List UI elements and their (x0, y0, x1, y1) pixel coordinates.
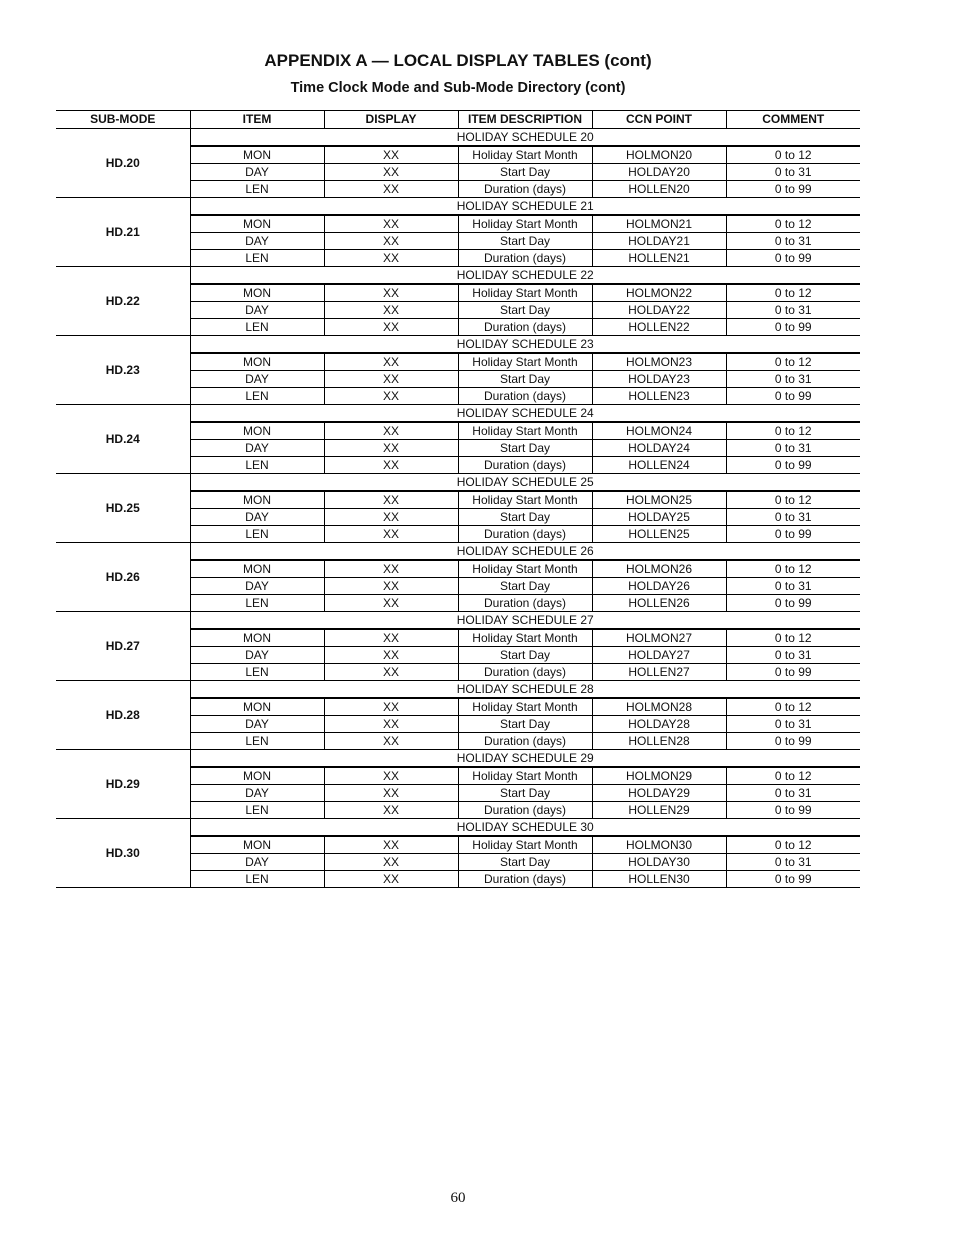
submode-cell: HD.20 (56, 129, 190, 198)
page-subtitle: Time Clock Mode and Sub-Mode Directory (cont) (290, 80, 626, 96)
comment-cell: 0 to 12 (726, 491, 860, 509)
display-cell: XX (324, 560, 458, 578)
ccn-point-cell: HOLMON22 (592, 284, 726, 302)
item-description-cell: Holiday Start Month (458, 560, 592, 578)
item-description-cell: Duration (days) (458, 457, 592, 474)
comment-cell: 0 to 12 (726, 836, 860, 854)
ccn-point-cell: HOLLEN25 (592, 526, 726, 543)
item-description-cell: Start Day (458, 302, 592, 319)
item-description-cell: Duration (days) (458, 733, 592, 750)
item-description-cell: Holiday Start Month (458, 146, 592, 164)
schedule-header-row (56, 336, 860, 354)
display-cell: XX (324, 181, 458, 198)
item-cell: DAY (190, 647, 324, 664)
comment-cell: 0 to 99 (726, 181, 860, 198)
display-cell: XX (324, 595, 458, 612)
comment-cell: 0 to 31 (726, 371, 860, 388)
display-cell: XX (324, 854, 458, 871)
display-cell: XX (324, 319, 458, 336)
ccn-point-cell: HOLDAY21 (592, 233, 726, 250)
item-cell: MON (190, 215, 324, 233)
comment-cell: 0 to 31 (726, 509, 860, 526)
comment-cell: 0 to 99 (726, 871, 860, 888)
submode-cell: HD.23 (56, 336, 190, 405)
submode-cell: HD.29 (56, 750, 190, 819)
item-cell: LEN (190, 526, 324, 543)
display-cell: XX (324, 146, 458, 164)
display-cell: XX (324, 526, 458, 543)
ccn-point-cell: HOLDAY20 (592, 164, 726, 181)
item-cell: DAY (190, 440, 324, 457)
item-description-cell: Start Day (458, 716, 592, 733)
ccn-point-cell: HOLMON26 (592, 560, 726, 578)
display-cell: XX (324, 716, 458, 733)
col-header-ccn-point: CCN POINT (592, 111, 726, 129)
item-description-cell: Holiday Start Month (458, 836, 592, 854)
ccn-point-cell: HOLLEN23 (592, 388, 726, 405)
col-header-comment: COMMENT (726, 111, 860, 129)
item-cell: LEN (190, 664, 324, 681)
display-cell: XX (324, 491, 458, 509)
display-cell: XX (324, 578, 458, 595)
item-cell: MON (190, 146, 324, 164)
comment-cell: 0 to 99 (726, 388, 860, 405)
comment-cell: 0 to 99 (726, 733, 860, 750)
schedule-title-cell: HOLIDAY SCHEDULE 29 (190, 750, 860, 768)
item-cell: MON (190, 767, 324, 785)
ccn-point-cell: HOLLEN21 (592, 250, 726, 267)
item-cell: DAY (190, 716, 324, 733)
ccn-point-cell: HOLMON20 (592, 146, 726, 164)
ccn-point-cell: HOLDAY25 (592, 509, 726, 526)
display-cell: XX (324, 215, 458, 233)
comment-cell: 0 to 99 (726, 457, 860, 474)
item-cell: LEN (190, 250, 324, 267)
ccn-point-cell: HOLMON21 (592, 215, 726, 233)
schedule-header-row (56, 198, 860, 216)
item-description-cell: Duration (days) (458, 595, 592, 612)
item-description-cell: Start Day (458, 233, 592, 250)
schedule-header-row (56, 612, 860, 630)
schedule-header-row (56, 819, 860, 837)
schedule-title-cell: HOLIDAY SCHEDULE 25 (190, 474, 860, 492)
submode-directory-table (56, 110, 860, 888)
item-cell: LEN (190, 319, 324, 336)
item-cell: MON (190, 629, 324, 647)
submode-cell: HD.30 (56, 819, 190, 888)
comment-cell: 0 to 31 (726, 785, 860, 802)
item-description-cell: Holiday Start Month (458, 767, 592, 785)
schedule-header-row (56, 405, 860, 423)
schedule-header-row (56, 750, 860, 768)
comment-cell: 0 to 12 (726, 284, 860, 302)
ccn-point-cell: HOLLEN22 (592, 319, 726, 336)
display-cell: XX (324, 164, 458, 181)
ccn-point-cell: HOLMON28 (592, 698, 726, 716)
header-row (56, 111, 860, 129)
item-cell: MON (190, 836, 324, 854)
schedule-title-cell: HOLIDAY SCHEDULE 24 (190, 405, 860, 423)
ccn-point-cell: HOLMON23 (592, 353, 726, 371)
display-cell: XX (324, 785, 458, 802)
display-cell: XX (324, 698, 458, 716)
schedule-header-row (56, 267, 860, 285)
item-description-cell: Start Day (458, 440, 592, 457)
display-cell: XX (324, 457, 458, 474)
item-description-cell: Holiday Start Month (458, 353, 592, 371)
item-description-cell: Start Day (458, 785, 592, 802)
item-description-cell: Duration (days) (458, 802, 592, 819)
item-cell: DAY (190, 578, 324, 595)
schedule-title-cell: HOLIDAY SCHEDULE 30 (190, 819, 860, 837)
display-cell: XX (324, 836, 458, 854)
submode-cell: HD.21 (56, 198, 190, 267)
ccn-point-cell: HOLDAY26 (592, 578, 726, 595)
item-cell: LEN (190, 388, 324, 405)
ccn-point-cell: HOLLEN24 (592, 457, 726, 474)
submode-cell: HD.25 (56, 474, 190, 543)
item-description-cell: Holiday Start Month (458, 215, 592, 233)
page-title: APPENDIX A — LOCAL DISPLAY TABLES (cont) (264, 51, 652, 70)
ccn-point-cell: HOLMON24 (592, 422, 726, 440)
comment-cell: 0 to 12 (726, 767, 860, 785)
schedule-title-cell: HOLIDAY SCHEDULE 27 (190, 612, 860, 630)
item-description-cell: Holiday Start Month (458, 284, 592, 302)
ccn-point-cell: HOLMON30 (592, 836, 726, 854)
ccn-point-cell: HOLMON25 (592, 491, 726, 509)
item-description-cell: Holiday Start Month (458, 422, 592, 440)
item-cell: LEN (190, 871, 324, 888)
ccn-point-cell: HOLMON29 (592, 767, 726, 785)
item-cell: MON (190, 353, 324, 371)
item-cell: DAY (190, 854, 324, 871)
ccn-point-cell: HOLDAY29 (592, 785, 726, 802)
item-description-cell: Start Day (458, 647, 592, 664)
comment-cell: 0 to 31 (726, 440, 860, 457)
item-cell: DAY (190, 302, 324, 319)
item-description-cell: Holiday Start Month (458, 698, 592, 716)
submode-cell: HD.24 (56, 405, 190, 474)
ccn-point-cell: HOLLEN20 (592, 181, 726, 198)
item-description-cell: Start Day (458, 578, 592, 595)
comment-cell: 0 to 99 (726, 802, 860, 819)
item-description-cell: Duration (days) (458, 526, 592, 543)
display-cell: XX (324, 353, 458, 371)
display-cell: XX (324, 422, 458, 440)
item-cell: DAY (190, 371, 324, 388)
ccn-point-cell: HOLDAY22 (592, 302, 726, 319)
col-header-item-description: ITEM DESCRIPTION (458, 111, 592, 129)
schedule-title-cell: HOLIDAY SCHEDULE 26 (190, 543, 860, 561)
item-cell: DAY (190, 164, 324, 181)
item-cell: LEN (190, 802, 324, 819)
schedule-header-row (56, 474, 860, 492)
schedule-header-row (56, 129, 860, 147)
ccn-point-cell: HOLDAY27 (592, 647, 726, 664)
item-cell: MON (190, 284, 324, 302)
comment-cell: 0 to 99 (726, 595, 860, 612)
comment-cell: 0 to 31 (726, 578, 860, 595)
item-cell: LEN (190, 181, 324, 198)
display-cell: XX (324, 647, 458, 664)
display-cell: XX (324, 440, 458, 457)
col-header-item: ITEM (190, 111, 324, 129)
col-header-display: DISPLAY (324, 111, 458, 129)
item-cell: MON (190, 422, 324, 440)
comment-cell: 0 to 99 (726, 526, 860, 543)
display-cell: XX (324, 233, 458, 250)
comment-cell: 0 to 31 (726, 302, 860, 319)
ccn-point-cell: HOLDAY23 (592, 371, 726, 388)
comment-cell: 0 to 12 (726, 560, 860, 578)
comment-cell: 0 to 12 (726, 353, 860, 371)
ccn-point-cell: HOLLEN27 (592, 664, 726, 681)
item-description-cell: Holiday Start Month (458, 491, 592, 509)
display-cell: XX (324, 388, 458, 405)
comment-cell: 0 to 31 (726, 233, 860, 250)
comment-cell: 0 to 31 (726, 716, 860, 733)
item-cell: LEN (190, 595, 324, 612)
comment-cell: 0 to 99 (726, 250, 860, 267)
item-description-cell: Duration (days) (458, 319, 592, 336)
comment-cell: 0 to 12 (726, 215, 860, 233)
item-description-cell: Start Day (458, 854, 592, 871)
submode-cell: HD.27 (56, 612, 190, 681)
schedule-title-cell: HOLIDAY SCHEDULE 20 (190, 129, 860, 147)
display-cell: XX (324, 629, 458, 647)
display-cell: XX (324, 302, 458, 319)
table-body (56, 129, 860, 888)
item-description-cell: Duration (days) (458, 871, 592, 888)
item-cell: LEN (190, 733, 324, 750)
comment-cell: 0 to 12 (726, 629, 860, 647)
item-description-cell: Holiday Start Month (458, 629, 592, 647)
table-header (56, 111, 860, 129)
display-cell: XX (324, 871, 458, 888)
item-description-cell: Duration (days) (458, 250, 592, 267)
item-cell: MON (190, 698, 324, 716)
item-description-cell: Duration (days) (458, 664, 592, 681)
ccn-point-cell: HOLLEN30 (592, 871, 726, 888)
comment-cell: 0 to 31 (726, 647, 860, 664)
item-description-cell: Start Day (458, 371, 592, 388)
comment-cell: 0 to 12 (726, 422, 860, 440)
ccn-point-cell: HOLLEN26 (592, 595, 726, 612)
display-cell: XX (324, 664, 458, 681)
item-cell: DAY (190, 509, 324, 526)
display-cell: XX (324, 371, 458, 388)
comment-cell: 0 to 12 (726, 698, 860, 716)
display-cell: XX (324, 250, 458, 267)
comment-cell: 0 to 99 (726, 664, 860, 681)
schedule-title-cell: HOLIDAY SCHEDULE 23 (190, 336, 860, 354)
schedule-header-row (56, 543, 860, 561)
item-description-cell: Duration (days) (458, 181, 592, 198)
item-description-cell: Start Day (458, 164, 592, 181)
comment-cell: 0 to 31 (726, 854, 860, 871)
ccn-point-cell: HOLLEN28 (592, 733, 726, 750)
col-header-submode: SUB-MODE (56, 111, 190, 129)
submode-cell: HD.28 (56, 681, 190, 750)
comment-cell: 0 to 12 (726, 146, 860, 164)
display-cell: XX (324, 802, 458, 819)
display-cell: XX (324, 733, 458, 750)
item-description-cell: Start Day (458, 509, 592, 526)
schedule-title-cell: HOLIDAY SCHEDULE 28 (190, 681, 860, 699)
item-cell: MON (190, 560, 324, 578)
ccn-point-cell: HOLDAY28 (592, 716, 726, 733)
item-cell: LEN (190, 457, 324, 474)
display-cell: XX (324, 767, 458, 785)
comment-cell: 0 to 99 (726, 319, 860, 336)
ccn-point-cell: HOLDAY24 (592, 440, 726, 457)
item-cell: DAY (190, 785, 324, 802)
ccn-point-cell: HOLMON27 (592, 629, 726, 647)
page-number: 60 (450, 1190, 466, 1206)
submode-cell: HD.22 (56, 267, 190, 336)
display-cell: XX (324, 284, 458, 302)
item-description-cell: Duration (days) (458, 388, 592, 405)
schedule-title-cell: HOLIDAY SCHEDULE 22 (190, 267, 860, 285)
item-cell: MON (190, 491, 324, 509)
ccn-point-cell: HOLDAY30 (592, 854, 726, 871)
ccn-point-cell: HOLLEN29 (592, 802, 726, 819)
display-cell: XX (324, 509, 458, 526)
comment-cell: 0 to 31 (726, 164, 860, 181)
submode-cell: HD.26 (56, 543, 190, 612)
schedule-header-row (56, 681, 860, 699)
item-cell: DAY (190, 233, 324, 250)
schedule-title-cell: HOLIDAY SCHEDULE 21 (190, 198, 860, 216)
